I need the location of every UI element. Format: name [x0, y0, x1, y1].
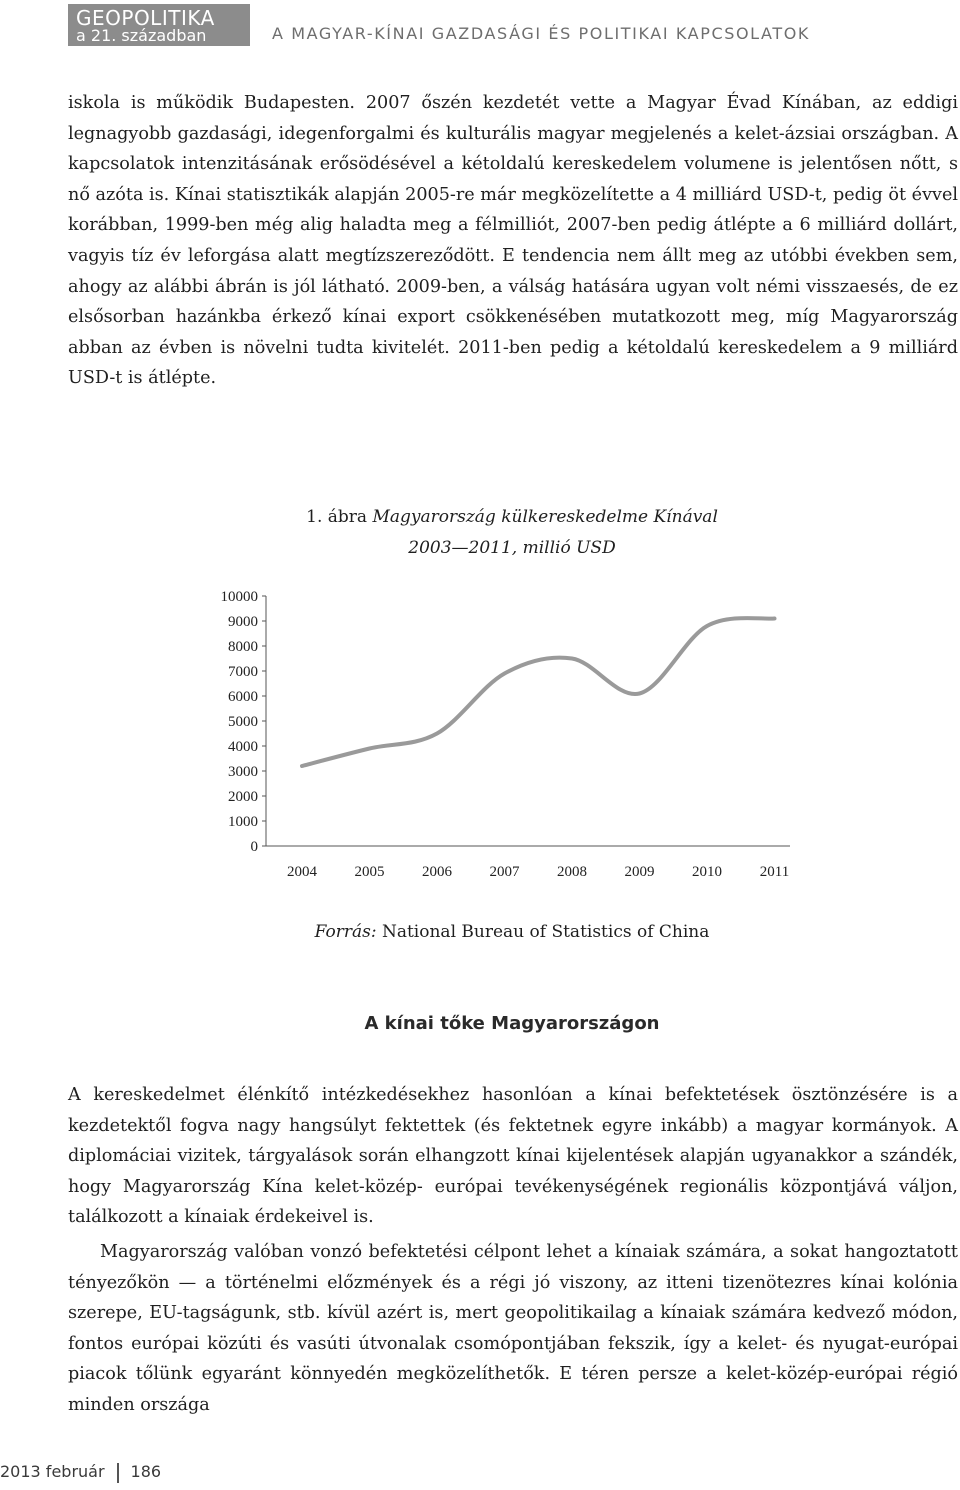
body-paragraph-1: iskola is működik Budapesten. 2007 őszén kezdetét vette a Magyar Évad Kínában, az eddigi legnagyobb gazdasági, idegenforgalmi és kulturális magyar megjelenés a kelet-ázsiai országban. A kapcsolatok intenzitásának erősödésével a kétoldalú kereskedelem volumene is jelentősen nőtt, s nő azóta is. Kínai statisztikák alapján 2005-re már megközelítette a 4 milliárd USD-t, pedig öt évvel korábban, 1999-ben még alig haladta meg a félmilliót, 2007-ben pedig átlépte a 6 milliárd dollárt, vagyis tíz év leforgása alatt megtízszereződött. E tendencia nem állt meg az utóbbi években sem, ahogy az alábbi ábrán is jól látható. 2009-ben, a válság hatására ugyan volt némi visszaesés, de ez elsősorban hazánkba érkező kínai export csökkenésében mutatkozott meg, míg Magyarország abban az évben is növelni tudta kivitelét. 2011-ben pedig a kétoldalú kereskedelem a 9 milliárd USD-t is átlépte.	[68, 93, 958, 389]
x-tick-label: 2006	[422, 864, 452, 880]
figure-number: 1. ábra	[306, 507, 368, 527]
page-header	[0, 0, 960, 48]
y-tick-label: 7000	[228, 664, 258, 680]
y-tick-label: 2000	[228, 789, 258, 805]
section-title: A kínai tőke Magyarországon	[364, 1013, 660, 1034]
trade-line-chart	[190, 582, 800, 887]
body-paragraph-2: A kereskedelmet élénkítő intézkedésekhez hasonlóan a kínai befektetések ösztönzésére is a kezdetektől fogva nagy hangsúlyt fektettek (és fektetnek egyre inkább) a magyar kormányok. A diplomáciai vizitek, tárgyalások során elhangzott kínai kijelentések alapján ugyanakkor a szándék, hogy Magyarország Kína kelet-közép- európai tevékenységének regionális központjává váljon, találkozott a kínaiak érdekeivel is.	[68, 1085, 958, 1228]
figure-subtitle: 2003—2011, millió USD	[408, 538, 616, 558]
body-paragraph-3: Magyarország valóban vonzó befektetési célpont lehet a kínaiak számára, a sokat hangoztatott tényezőkön — a történelmi előzmények és a régi jó viszony, az itteni tizenötezres kínai kolónia szerepe, EU-tagságunk, stb. kívül azért is, mert geopolitikailag a kínaiak számára kedvező módon, fontos európai közúti és vasúti útvonalak csomópontjában fekszik, így a kelet- és nyugat-európai piacok tőlünk egyaránt könnyedén megközelíthetők. E téren persze a kelet-közép-európai régió minden országa	[68, 1242, 958, 1415]
x-tick-label: 2011	[759, 864, 790, 880]
footer-separator	[117, 1463, 119, 1483]
figure-title: Magyarország külkereskedelme Kínával	[372, 507, 718, 527]
y-tick-label: 0	[250, 839, 258, 855]
figure-subtitle-line	[0, 538, 960, 558]
running-title: A MAGYAR-KÍNAI GAZDASÁGI ÉS POLITIKAI KAPCSOLATOK	[272, 24, 811, 43]
y-tick-label: 1000	[228, 814, 258, 830]
x-tick-label: 2010	[692, 864, 722, 880]
source-label: Forrás:	[314, 922, 377, 942]
page-footer	[0, 1462, 161, 1483]
series-line	[302, 618, 775, 766]
logo-subtitle: a 21. században	[76, 26, 207, 45]
journal-logo	[68, 4, 250, 46]
y-tick-label: 8000	[228, 639, 258, 655]
issue-date: 2013 február	[0, 1462, 105, 1481]
x-tick-label: 2009	[624, 864, 655, 880]
figure-caption	[0, 507, 960, 527]
x-tick-label: 2007	[489, 864, 520, 880]
x-tick-label: 2004	[287, 864, 317, 880]
figure-source	[0, 922, 960, 942]
y-tick-label: 6000	[228, 689, 258, 705]
y-tick-label: 4000	[228, 739, 258, 755]
x-tick-label: 2005	[354, 864, 385, 880]
y-tick-label: 9000	[228, 614, 258, 630]
y-tick-label: 5000	[228, 714, 258, 730]
y-tick-label: 10000	[220, 589, 258, 605]
page-number: 186	[130, 1462, 162, 1481]
y-tick-label: 3000	[228, 764, 258, 780]
logo-title: GEOPOLITIKA	[76, 6, 215, 30]
source-text: National Bureau of Statistics of China	[381, 922, 710, 942]
x-tick-label: 2008	[557, 864, 587, 880]
